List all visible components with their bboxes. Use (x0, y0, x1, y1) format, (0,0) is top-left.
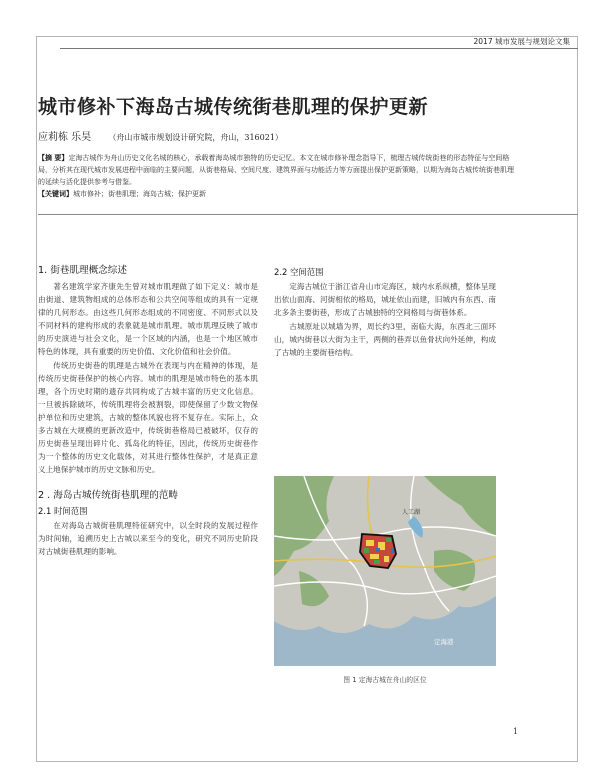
paper-title: 城市修补下海岛古城传统街巷肌理的保护更新 (38, 96, 429, 118)
subsection-2-2-paragraph-1: 定海古城位于浙江省舟山市定海区，城内水系纵横，整体呈现出依山面海、河街相依的格局，城址依山而建，旧城内有东西、南北多条主要街巷，形成了古城独特的空间格局与街巷体系。 (274, 282, 496, 317)
abstract-label: 【摘 要】 (38, 153, 69, 162)
page-number: 1 (513, 727, 519, 736)
subsection-2-2-paragraph-2: 古城原址以城墙为界，周长约3里，南临大海，东西北三面环山，城内街巷以大街为主干，两侧的巷弄以鱼骨状向外延伸，构成了古城的主要街巷结构。 (274, 322, 496, 357)
right-column (274, 264, 496, 360)
keywords-label: 【关键词】 (38, 189, 73, 198)
section-2-heading: 2 . 海岛古城传统街巷肌理的范畴 (38, 490, 178, 501)
figure-caption: 图 1 定海古城在舟山的区位 (343, 676, 427, 684)
header-rule (60, 48, 578, 49)
map-label-port: 定海港 (434, 638, 454, 646)
keywords-text: 城市修补；街巷肌理；海岛古城；保护更新 (73, 190, 206, 198)
journal-header: 2017 城市发展与规划论文集 (473, 37, 570, 46)
abstract-rule (38, 214, 578, 215)
section-1-heading: 1. 街巷肌理概念综述 (38, 265, 127, 276)
subsection-2-1-paragraph: 在对海岛古城街巷肌理特征研究中，以全时段的发展过程作为时间轴，追溯历史上古城以来至今的变化，研究不同历史阶段对古城街巷肌理的影响。 (38, 521, 258, 556)
author-affiliation: （舟山市城市规划设计研究院，舟山，316021） (108, 133, 283, 142)
section-1-paragraph-2: 传统历史街巷的肌理是古城外在表现与内在精神的体现，是传统历史街巷保护的核心内容。城市的肌理是城市特色的基本肌理，各个历史时期的遗存共同构成了古城丰富的历史文化信息。一旦被拆除破坏，传统肌理将会被割裂，即使保留了少数文物保护单位和历史建筑，古城的整体风貌也将不复存在。实际上，众多古城在大规模的更新改造中，传统街巷格局已被破坏，仅存的历史街巷呈现出碎片化、孤岛化的特征，因此，传统历史街巷作为一个整体的历史文化载体，对其进行整体性保护，才是真正意义上地保护城市的历史文脉和历史。 (38, 361, 258, 474)
subsection-2-2-heading: 2.2 空间范围 (274, 267, 324, 277)
map-label-lake: 人工湖 (402, 509, 421, 516)
section-1-paragraph-1: 著名建筑学家齐康先生曾对城市肌理做了如下定义：城市是由街道、建筑物组成的总体形态和公共空间等组成的具有一定规律的几何形态。由这些几何形态组成的不同密度、不同形式以及不同材料的建构形成的表象就是城市肌理。城市肌理反映了城市的历史演进与社会文化，是一个区域的内涵，也是一个地区城市特色的体现，具有重要的历史价值、文化价值和社会价值。 (38, 282, 258, 356)
location-map-figure (274, 476, 496, 666)
authors-line (38, 128, 283, 143)
left-column (38, 264, 258, 559)
abstract-text: 定海古城作为舟山历史文化名城的核心，承载着海岛城市独特的历史记忆。本文在城市修补理念指导下，梳理古城传统街巷的形态特征与空间格局，分析其在现代城市发展进程中面临的主要问题，从街巷格局、空间尺度、建筑界面与功能活力等方面提出保护更新策略，以期为海岛古城传统街巷肌理的延续与活化提供参考与借鉴。 (38, 154, 514, 186)
subsection-2-1-heading: 2.1 时间范围 (38, 506, 88, 516)
author-names: 应莉栋 乐昊 (38, 132, 92, 143)
abstract-block (38, 152, 516, 200)
